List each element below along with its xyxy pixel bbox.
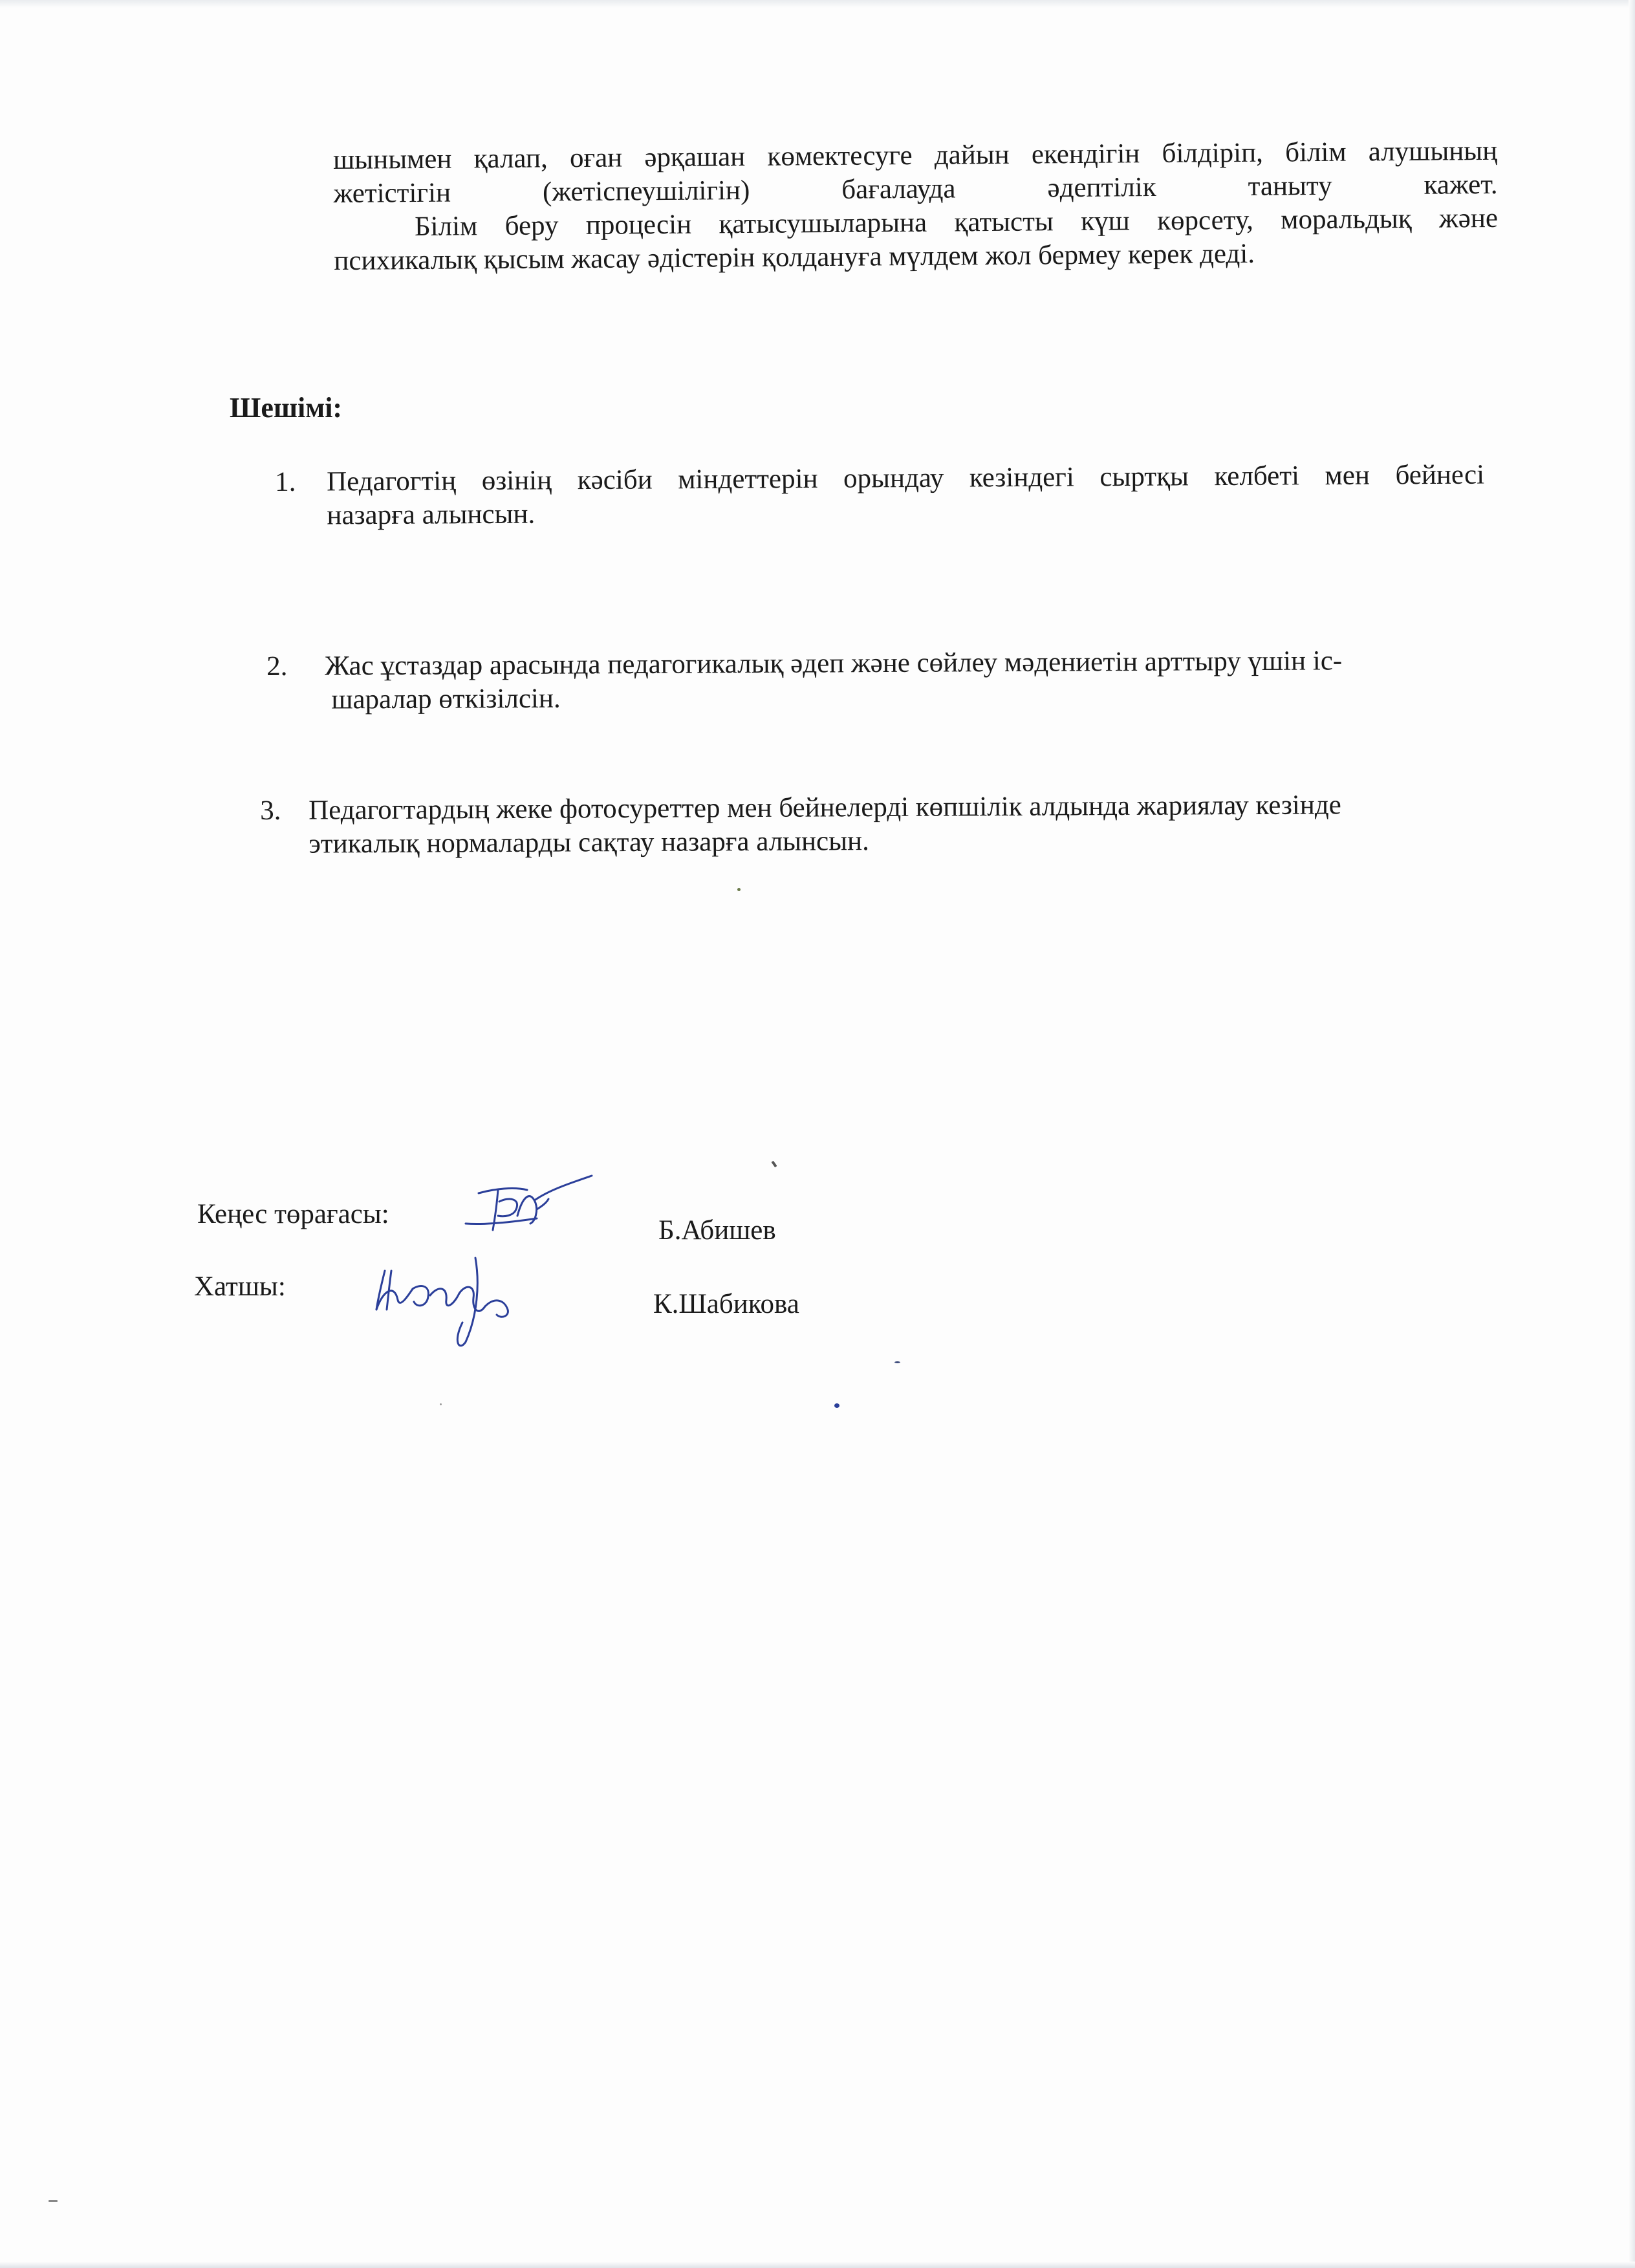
scan-edge-top (0, 0, 1635, 8)
scan-speck (737, 888, 741, 891)
scan-speck (440, 1403, 442, 1405)
decision-line: Педагогтің өзінің кәсіби міндеттерін орындау кезіндегі сыртқы келбеті мен бейнесі (327, 459, 1485, 497)
secretary-label: Хатшы: (194, 1271, 286, 1302)
decision-text (325, 643, 1489, 717)
decision-line: этикалық нормаларды сақтау назарға алынсын. (309, 826, 869, 859)
scan-edge-bottom (0, 2262, 1635, 2268)
body-paragraph (333, 135, 1499, 278)
scan-speck (894, 1361, 900, 1363)
decision-line: назарға алынсын. (327, 499, 536, 531)
scan-speck (49, 2200, 58, 2202)
decision-line: Жас ұстаздар арасында педагогикалық әдеп және сөйлеу мәдениетін арттыру үшін іс- (325, 645, 1343, 682)
decision-line: шаралар өткізілсін. (331, 683, 561, 715)
secretary-signature (369, 1245, 530, 1352)
paragraph-line: жетістігін (жетіспеушілігін) бағалауда әдептілік таныту кажет. (333, 169, 1498, 209)
chair-label: Кеңес төрағасы: (197, 1199, 389, 1229)
scan-speck (834, 1403, 839, 1408)
decision-line: Педагогтардың жеке фотосуреттер мен бейнелерді көпшілік алдында жариялау кезінде (309, 790, 1341, 826)
chair-name: Б.Абишев (658, 1215, 776, 1246)
scan-edge-right (1629, 0, 1635, 2268)
paragraph-line: шынымен қалап, оған әрқашан көмектесуге дайын екендігін білдіріп, білім алушының (333, 135, 1498, 175)
secretary-name: К.Шабикова (653, 1289, 799, 1319)
decision-title: Шешімі: (230, 392, 343, 424)
scan-speck (771, 1161, 777, 1167)
paragraph-line: психикалық қысым жасау әдістерін қолдануға мүлдем жол бермеу керек деді. (334, 238, 1255, 276)
decision-text (309, 788, 1499, 861)
chair-signature (459, 1171, 598, 1242)
decision-number: 3. (260, 795, 281, 826)
decision-text (327, 459, 1485, 533)
decision-number: 2. (266, 651, 288, 682)
paragraph-line: Білім беру процесін қатысушыларына қатысты күш көрсету, моральдық және (414, 202, 1499, 243)
decision-number: 1. (275, 466, 296, 497)
